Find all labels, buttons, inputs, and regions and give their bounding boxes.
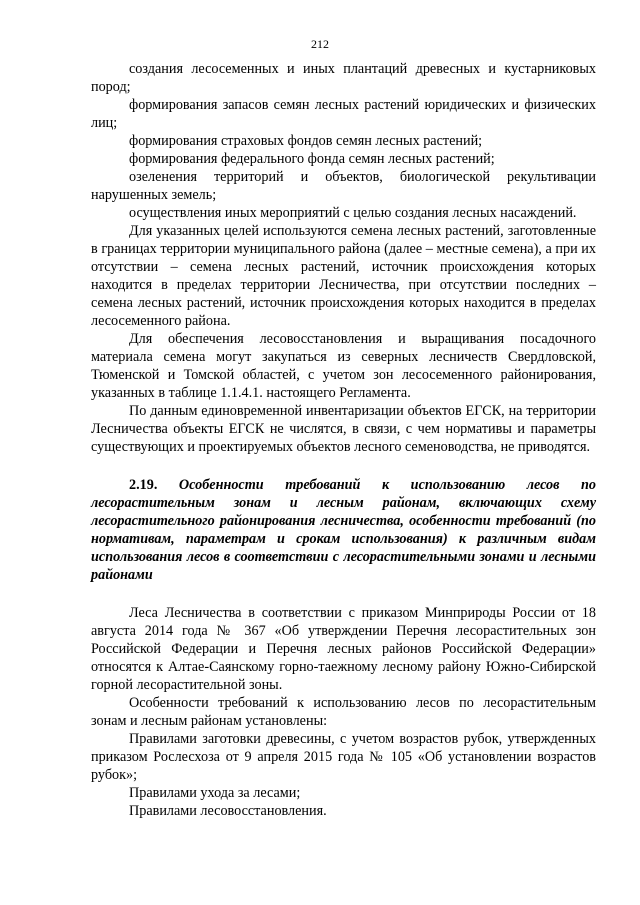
page-number: 212 xyxy=(311,37,329,51)
paragraph: Для обеспечения лесовосстановления и выращивания посадочного материала семена могут закупаться из северных лесничеств Свердловской, Тюменской и Томской областей, с учетом зон лесосеменного районирования, указанных в таблице 1.1.4.1. настоящего Регламента. xyxy=(91,331,596,401)
paragraph: Для указанных целей используются семена лесных растений, заготовленные в границах территории муниципального района (далее – местные семена), а при их отсутствии – семена лесных растений, источник происхождения которых находится в пределах территории Лесничества, при отсутствии последних – семена лесных растений, источник происхождения которых находится в пределах лесосеменного района. xyxy=(91,223,596,329)
document-body xyxy=(91,60,596,820)
paragraph: формирования запасов семян лесных растений юридических и физических лиц; xyxy=(91,97,596,131)
spacer xyxy=(91,456,596,476)
spacer xyxy=(91,584,596,604)
paragraph: осуществления иных мероприятий с целью создания лесных насаждений. xyxy=(129,205,577,221)
section-number: 2.19. xyxy=(129,477,158,493)
paragraph: формирования федерального фонда семян лесных растений; xyxy=(129,151,495,167)
section-title: Особенности требований к использованию лесов по лесорастительным зонам и лесным районам, включающих схему лесорастительного районирования лесничества, особенности требований (по нормативам, параметрам и срокам использования) к различным видам использования лесов в соответствии с лесорастительными зонами и лесными районами xyxy=(91,477,597,583)
paragraph: По данным единовременной инвентаризации объектов ЕГСК, на территории Лесничества объекты ЕГСК не числятся, в связи, с чем нормативы и параметры существующих и проектируемых объектов лесного семеноводства, не приводятся. xyxy=(91,403,596,455)
paragraph: создания лесосеменных и иных плантаций древесных и кустарниковых пород; xyxy=(91,61,596,95)
paragraph: Правилами заготовки древесины, с учетом возрастов рубок, утвержденных приказом Рослесхоза от 9 апреля 2015 года № 105 «Об установлении возрастов рубок»; xyxy=(91,731,596,783)
paragraph: формирования страховых фондов семян лесных растений; xyxy=(129,133,483,149)
paragraph: озеленения территорий и объектов, биологической рекультивации нарушенных земель; xyxy=(91,169,596,203)
paragraph: Леса Лесничества в соответствии с приказом Минприроды России от 18 августа 2014 года № 367 «Об утверждении Перечня лесорастительных зон Российской Федерации и Перечня лесных районов Российской Федерации» относятся к Алтае-Саянскому горно-таежному лесному району Южно-Сибирской горной лесорастительной зоны. xyxy=(91,605,596,693)
paragraph: Правилами ухода за лесами; xyxy=(129,785,301,801)
paragraph: Особенности требований к использованию лесов по лесорастительным зонам и лесным районам установлены: xyxy=(91,695,596,729)
paragraph: Правилами лесовосстановления. xyxy=(129,803,327,819)
section-heading xyxy=(91,476,596,584)
